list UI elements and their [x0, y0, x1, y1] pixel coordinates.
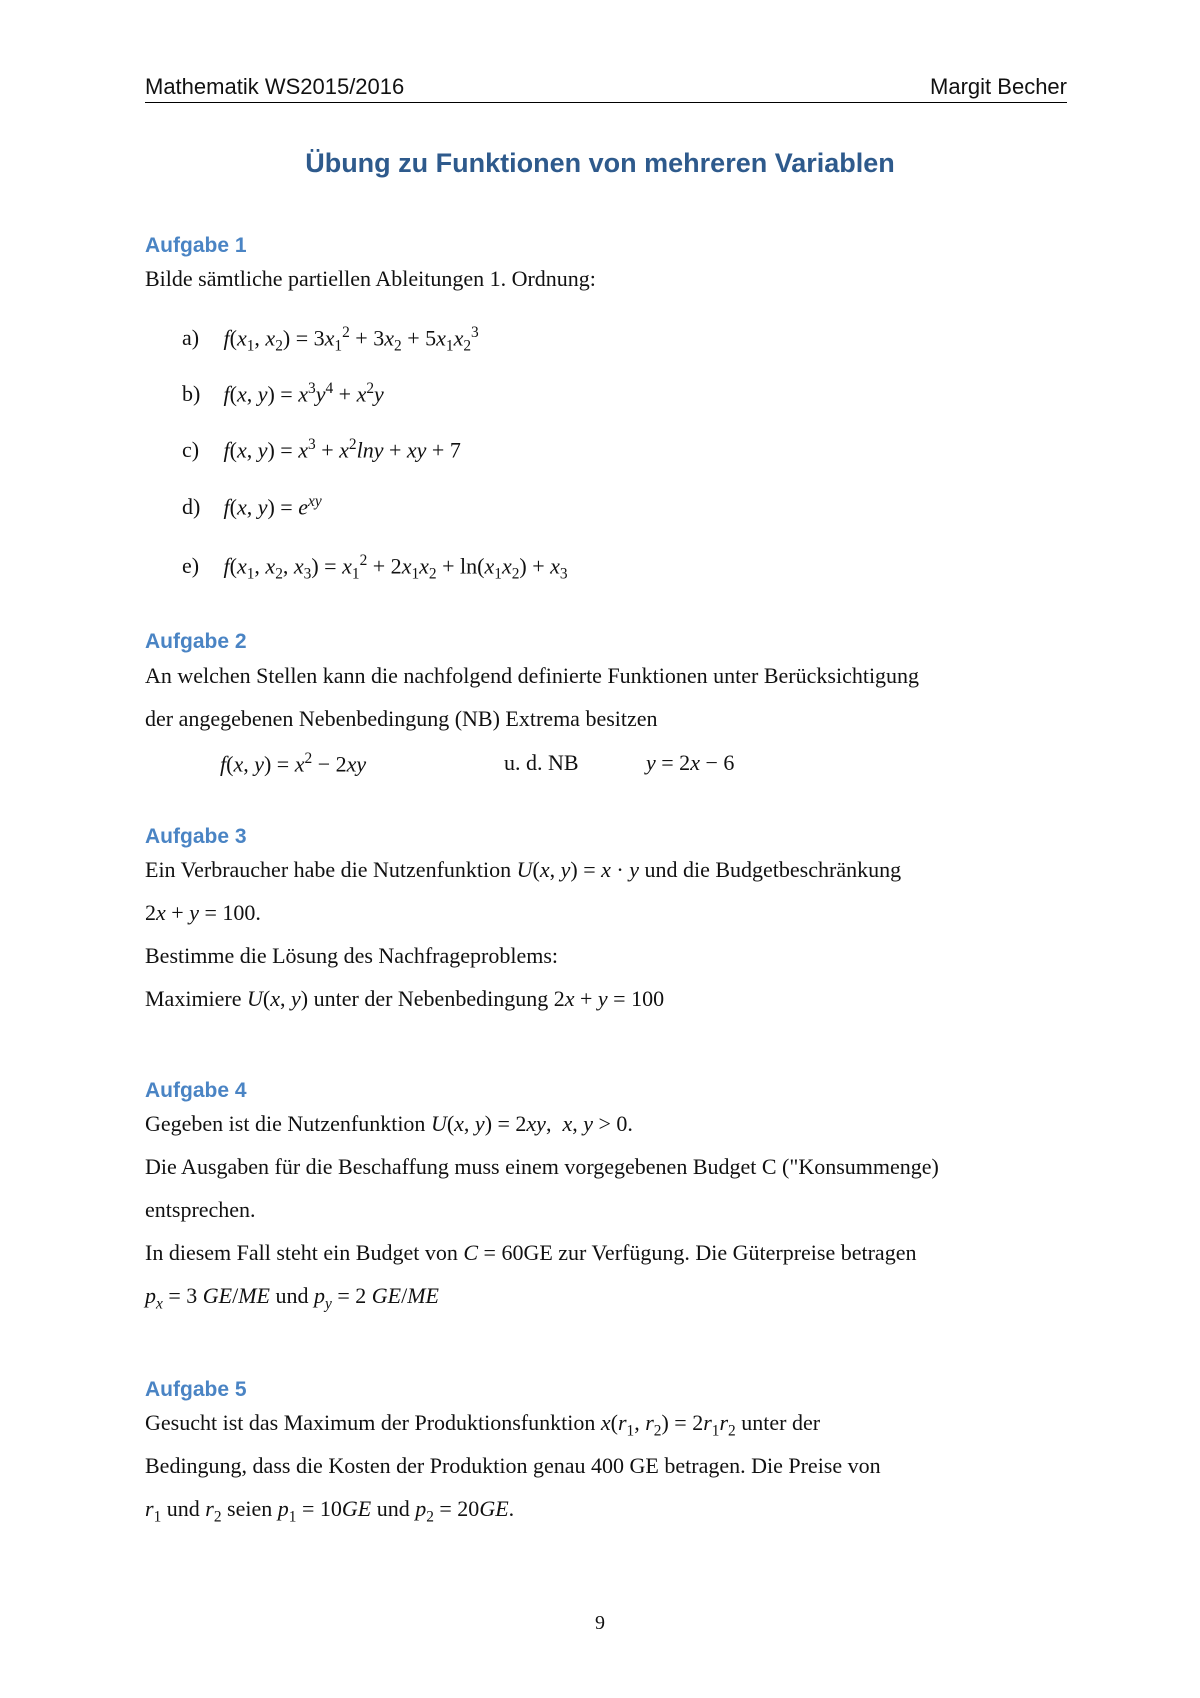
aufgabe-4-line-4: In diesem Fall steht ein Budget von C = 60GE zur Verfügung. Die Güterpreise betragen [145, 1240, 917, 1265]
aufgabe-3-line-3: Bestimme die Lösung des Nachfrageproblems: [145, 943, 559, 968]
aufgabe-3-line-1: Ein Verbraucher habe die Nutzenfunktion U(x, y) = x · y und die Budgetbeschränkung [145, 857, 902, 882]
aufgabe-1-heading: Aufgabe 1 [145, 234, 247, 257]
aufgabe-1-item-b: b) f(x, $y) = x^3y^4 + x^2y$ [182, 380, 384, 407]
aufgabe-4-line-1: Gegeben ist die Nutzenfunktion U(x, y) = 2xy, x, y > 0. [145, 1111, 633, 1136]
aufgabe-3-line-4: Maximiere U(x, y) unter der Nebenbedingung 2x + y = 100 [145, 986, 665, 1011]
header-author: Margit Becher [930, 74, 1067, 99]
aufgabe-5-line-2: Bedingung, dass die Kosten der Produktion genau 400 GE betragen. Die Preise von [145, 1453, 881, 1478]
aufgabe-5-line-1: Gesucht ist das Maximum der Produktionsfunktion $x(r_1$, $r_2) = 2r_1r_2$ unter der [145, 1410, 821, 1440]
aufgabe-2-formula: f(x, $y) = x^2 - 2xy$ [220, 750, 367, 777]
formula-c: f [223, 437, 230, 463]
formula-d: f [223, 494, 230, 520]
page-number: 9 [595, 1612, 605, 1634]
aufgabe-3-budget: 2x + y = 100. [145, 900, 261, 925]
item-label: e) [182, 553, 200, 579]
aufgabe-3-heading: Aufgabe 3 [145, 825, 247, 848]
aufgabe-1-intro: Bilde sämtliche partiellen Ableitungen 1. Ordnung: [145, 266, 596, 291]
page-title: Übung zu Funktionen von mehreren Variablen [305, 148, 895, 178]
aufgabe-1-item-e: e) $f(x_1$, $x_2$, $x_3) = x_1^2 + 2x_1x_2 + \ln(x_1x_2) + x_3$ [182, 552, 568, 583]
aufgabe-2-heading: Aufgabe 2 [145, 630, 247, 653]
aufgabe-2-nb-label: u. d. NB [504, 750, 579, 775]
formula-a: f [223, 325, 230, 351]
aufgabe-2-line-1: An welchen Stellen kann die nachfolgend definierte Funktionen unter Berücksichtigung [145, 663, 920, 688]
aufgabe-2-nb-formula: y = 2x − 6 [646, 750, 735, 775]
item-label: c) [182, 437, 200, 463]
header-course: Mathematik WS2015/2016 [145, 74, 405, 99]
aufgabe-1-item-c: c) f(x, $y) = x^3 + x^2\ln y$ + xy + 7 [182, 436, 461, 463]
item-label: b) [182, 381, 201, 407]
aufgabe-5-line-3: $r_1$ und $r_2$ seien $p_1 = 10GE$ und $p_2 = 20GE$. [145, 1496, 515, 1526]
formula-b: f [223, 381, 230, 407]
aufgabe-2-line-2: der angegebenen Nebenbedingung (NB) Extrema besitzen [145, 706, 658, 731]
aufgabe-4-line-3: entsprechen. [145, 1197, 256, 1222]
aufgabe-4-heading: Aufgabe 4 [145, 1079, 247, 1102]
aufgabe-1-item-d: d) f(x, $y) = e^{xy}$ [182, 493, 322, 520]
aufgabe-5-heading: Aufgabe 5 [145, 1378, 247, 1401]
aufgabe-4-line-2: Die Ausgaben für die Beschaffung muss einem vorgegebenen Budget C ("Konsummenge) [145, 1154, 939, 1179]
aufgabe-1-item-a: a) $f(x_1$, $x_2) = 3x_1^2 + 3x_2 + 5x_1x_2^3$ [182, 324, 479, 355]
formula-e: f [223, 553, 230, 579]
item-label: a) [182, 325, 200, 351]
item-label: d) [182, 494, 201, 520]
aufgabe-4-line-5: $p_x = 3$ GE/ME und $p_y = 2$ GE/ME [145, 1283, 439, 1313]
page-header [145, 72, 1067, 103]
